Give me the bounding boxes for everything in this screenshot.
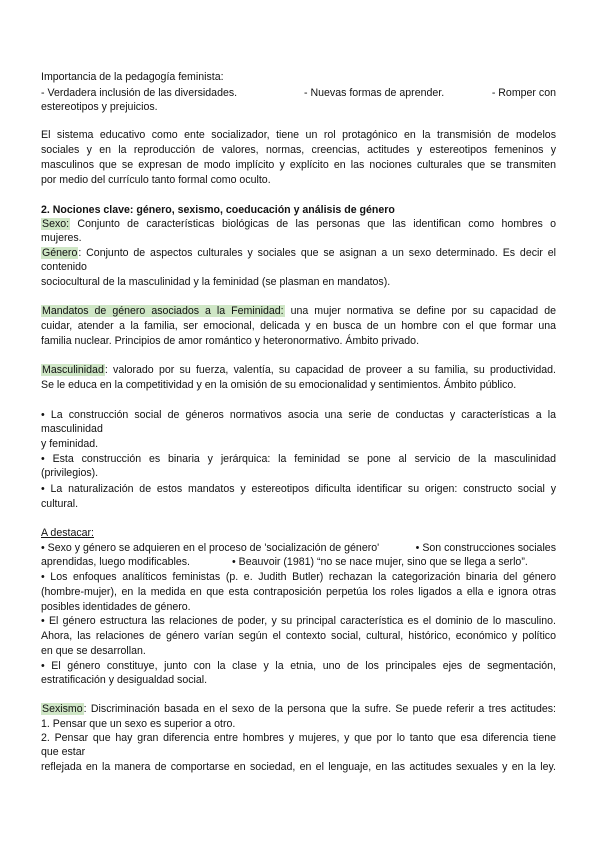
paragraph-line: masculinos que se expresan de modo implícito y explícito en las nociones culturales que se transmiten (41, 159, 556, 171)
masculinidad-line (41, 363, 556, 377)
intro-list-line (41, 86, 556, 100)
destacar-line: • El género constituye, junto con la clase y la etnia, uno de los principales ejes de segmentación, (41, 660, 556, 672)
feminidad-term: Mandatos de género asociados a la Feminidad: (42, 305, 284, 317)
destacar-item: • Son construcciones sociales (415, 542, 556, 554)
bullet-line: masculinidad (41, 423, 103, 435)
bullet-line: cultural. (41, 498, 79, 510)
bullet-line: y feminidad. (41, 438, 99, 450)
intro-item-1: - Verdadera inclusión de las diversidades. (41, 87, 238, 99)
sexismo-line-5: reflejada en la manera de comportarse en sociedad, en el lenguaje, en las actitudes sexuales y en la ley. (41, 761, 556, 773)
sexo-term: Sexo: (42, 218, 70, 230)
sexo-line (41, 217, 556, 231)
paragraph-line: por medio del currículo tanto formal como oculto. (41, 174, 271, 186)
bullet-line: • La naturalización de estos mandatos y estereotipos dificulta identificar su origen: constructo social y (41, 483, 556, 495)
genero-term: Género (42, 247, 78, 259)
intro-title: Importancia de la pedagogía feminista: (41, 71, 224, 83)
bullet-line: (privilegios). (41, 467, 99, 479)
feminidad-line (41, 304, 556, 318)
destacar-line: (hombre-mujer), en la medida en que esta contraposición perpetúa los roles ligados a ella e ignora otras (41, 586, 556, 598)
masculinidad-line-2: Se le educa en la competitividad y en la omisión de su emocionalidad y sentimientos. Ámbito público. (41, 379, 517, 391)
destacar-line (41, 541, 556, 555)
intro-item-2: - Nuevas formas de aprender. (304, 87, 445, 99)
masculinidad-term: Masculinidad (42, 364, 104, 376)
genero-line-2: contenido (41, 261, 87, 273)
genero-definition: : Conjunto de aspectos culturales y sociales que se asignan a un sexo determinado. Es decir el (78, 247, 556, 259)
destacar-item: • Sexo y género se adquieren en el proceso de 'socialización de género' (41, 542, 380, 554)
intro-list-line-2: estereotipos y prejuicios. (41, 101, 158, 113)
sexismo-line-2: 1. Pensar que un sexo es superior a otro. (41, 718, 236, 730)
sexismo-line-4: que estar (41, 746, 86, 758)
paragraph-line: sociales y en la reproducción de valores, normas, creencias, actitudes y estereotipos femeninos y (41, 144, 556, 156)
destacar-line: • El género estructura las relaciones de poder, y su principal característica es el dominio de lo masculino. (41, 615, 556, 627)
destacar-line (41, 555, 556, 569)
sexismo-definition: : Discriminación basada en el sexo de la persona que la sufre. Se puede referir a tres actitudes: (83, 703, 556, 715)
destacar-item: • Beauvoir (1981) “no se nace mujer, sino que se llega a serlo”. (232, 556, 528, 568)
genero-line (41, 246, 556, 260)
paragraph-line: El sistema educativo como ente socializador, tiene un rol protagónico en la transmisión de modelos (41, 129, 556, 141)
feminidad-line-3: familia nuclear. Principios de amor romántico y heteronormativo. Ámbito privado. (41, 335, 420, 347)
sexo-definition: Conjunto de características biológicas de las personas que las identifican como hombres o (70, 218, 556, 230)
bullet-line: • La construcción social de géneros normativos asocia una serie de conductas y características a la (41, 409, 556, 421)
genero-line-3: sociocultural de la masculinidad y la feminidad (se plasman en mandatos). (41, 276, 391, 288)
sexismo-line-3: 2. Pensar que hay gran diferencia entre hombres y mujeres, y que por lo tanto que esa diferencia tiene (41, 732, 556, 744)
intro-item-3: - Romper con (491, 87, 556, 99)
destacar-line: estratificación y desigualdad social. (41, 674, 208, 686)
sexismo-term: Sexismo (42, 703, 83, 715)
destacar-line: en que se desarrollan. (41, 645, 146, 657)
destacar-line: • Los enfoques analíticos feministas (p. e. Judith Butler) rechazan la categorización binaria del género (41, 571, 556, 583)
destacar-item: aprendidas, luego modificables. (41, 556, 190, 568)
destacar-line: Ahora, las relaciones de género varían según el contexto social, cultural, histórico, económico y político (41, 630, 556, 642)
masculinidad-definition: : valorado por su fuerza, valentía, su capacidad de proveer a su familia, su productividad. (104, 364, 556, 376)
section-heading: 2. Nociones clave: género, sexismo, coeducación y análisis de género (41, 204, 395, 216)
destacar-title: A destacar: (41, 527, 94, 539)
sexismo-line (41, 702, 556, 716)
bullet-line: • Esta construcción es binaria y jerárquica: la feminidad se pone al servicio de la masculinidad (41, 453, 556, 465)
feminidad-definition: una mujer normativa se define por su capacidad de (284, 305, 556, 317)
feminidad-line-2: cuidar, atender a la familia, ser emocional, delicada y en busca de un hombre con el que formar una (41, 320, 556, 332)
destacar-line: posibles identidades de género. (41, 601, 191, 613)
sexo-line-2: mujeres. (41, 232, 82, 244)
